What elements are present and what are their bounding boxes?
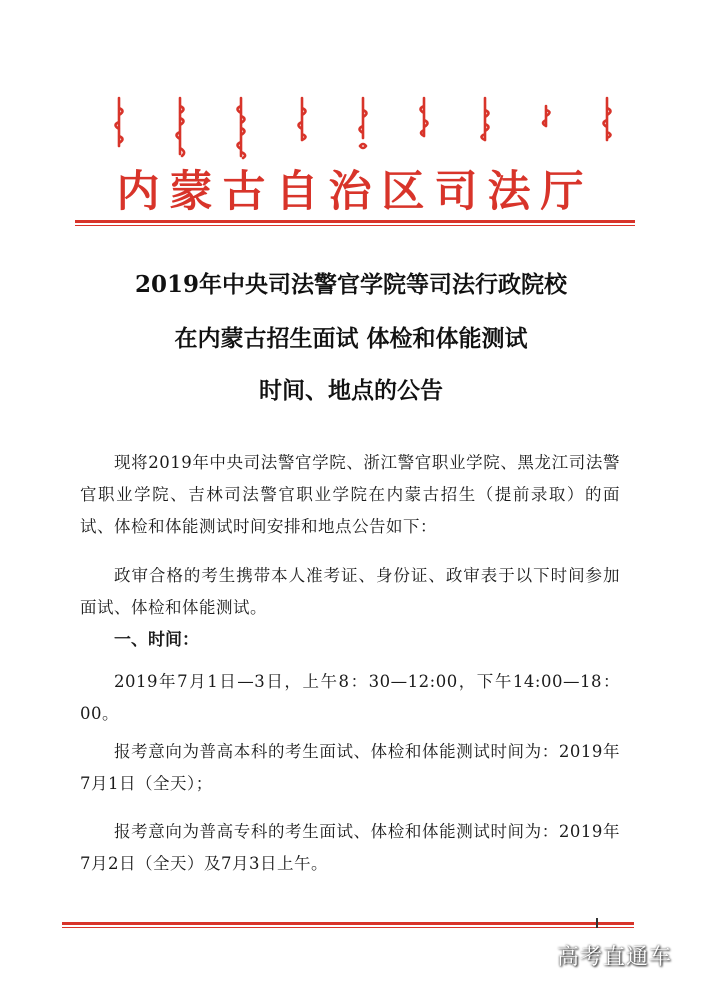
paragraph-junior-college-schedule: 报考意向为普高专科的考生面试、体检和体能测试时间为：2019年7月2日（全天）及7月3日上午。 [80, 822, 620, 873]
title-line-2: 在内蒙古招生面试 体检和体能测试 [174, 325, 528, 352]
letterhead-rule-thin [75, 225, 635, 226]
mongolian-word-icon [108, 96, 130, 160]
mongolian-word-icon [352, 96, 374, 160]
section-heading-time: 一、时间： [114, 630, 199, 650]
letterhead-rule [75, 220, 635, 223]
mongolian-word-icon [596, 96, 618, 160]
organization-name: 内蒙古自治区司法厅 [116, 167, 594, 217]
mongolian-script-heading [108, 96, 618, 166]
paragraph-time-range: 2019年7月1日—3日，上午8：30—12:00，下午14:00—18：00。 [80, 672, 620, 723]
footer-rule [62, 922, 634, 925]
mongolian-word-icon [291, 96, 313, 160]
mongolian-word-icon [230, 96, 252, 160]
mongolian-word-icon [169, 96, 191, 160]
watermark: 高考直通车 [556, 945, 672, 970]
paragraph-undergrad-schedule: 报考意向为普高本科的考生面试、体检和体能测试时间为：2019年7月1日（全天）； [80, 742, 620, 793]
mongolian-word-icon [413, 96, 435, 160]
page-mark [596, 918, 598, 928]
mongolian-word-icon [474, 96, 496, 160]
title-line-1: 2019年中央司法警官学院等司法行政院校 [134, 271, 567, 298]
mongolian-word-icon [535, 96, 557, 160]
footer-rule-thin [62, 927, 634, 928]
paragraph-intro: 现将2019年中央司法警官学院、浙江警官职业学院、黑龙江司法警官职业学院、吉林司法警官职业学院在内蒙古招生（提前录取）的面试、体检和体能测试时间安排和地点公告如下： [80, 453, 620, 536]
paragraph-requirements: 政审合格的考生携带本人准考证、身份证、政审表于以下时间参加面试、体检和体能测试。 [80, 566, 620, 617]
title-line-3: 时间、地点的公告 [259, 377, 443, 404]
